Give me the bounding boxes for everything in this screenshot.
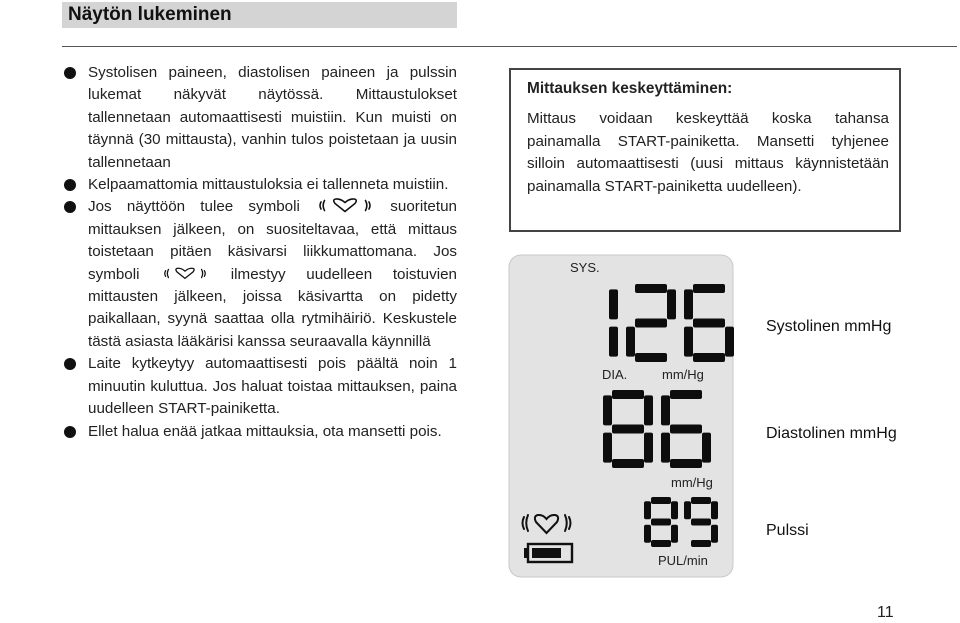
lcd-segment bbox=[711, 501, 718, 519]
lcd-segment bbox=[711, 525, 718, 543]
lcd-segment bbox=[635, 319, 667, 328]
list-item: Ellet halua enää jatkaa mittauksia, ota mansetti pois. bbox=[64, 421, 457, 443]
list-item: Jos näyttöön tulee symboli suoritetun mittauksen jälkeen, on suositeltavaa, että mittaus toistetaan pitäen käsivarsi liikkumattomana. Jos symboli ilmestyy uudelleen toistuvien mittausten jälkeen, joissa käsivartta on pidetty paikallaan, syynä saattaa olla rytmihäiriö. Keskustele tästä asiasta lääkärisi kanssa seuraavalla käynnillä bbox=[64, 196, 457, 353]
pulse-unit-label: PUL/min bbox=[658, 553, 708, 568]
dia-label: DIA. bbox=[602, 367, 628, 382]
lcd-segment bbox=[644, 501, 651, 519]
lcd-segment bbox=[667, 289, 676, 319]
lcd-panel bbox=[508, 254, 734, 578]
header-rule bbox=[62, 46, 957, 47]
lcd-segment bbox=[693, 319, 725, 328]
lcd-segment bbox=[670, 459, 702, 468]
lcd-segment bbox=[609, 327, 618, 357]
lcd-segment bbox=[612, 390, 644, 399]
list-item: Systolisen paineen, diastolisen paineen ja pulssin lukemat näkyvät näytössä. Mittaustulokset tallennetaan automaattisesti muistiin. Kun muisti on täynnä (30 mittausta), vanhin tulos poistetaan ja uusin tallennetaan bbox=[64, 62, 457, 174]
lcd-segment bbox=[651, 497, 671, 504]
bullet-list bbox=[64, 62, 457, 443]
callout-diastolic: Diastolinen mmHg bbox=[766, 425, 897, 442]
lcd-segment bbox=[671, 525, 678, 543]
lcd-segment bbox=[684, 501, 691, 519]
lcd-segment bbox=[603, 433, 612, 463]
mmhg-label-top: mm/Hg bbox=[662, 367, 704, 382]
lcd-segment bbox=[651, 540, 671, 547]
bullet-dot-icon bbox=[64, 426, 76, 438]
lcd-segment bbox=[644, 433, 653, 463]
lcd-segment bbox=[670, 390, 702, 399]
page-number: 11 bbox=[877, 604, 894, 621]
lcd-segment bbox=[684, 289, 693, 319]
callout-systolic: Systolinen mmHg bbox=[766, 318, 892, 335]
lcd-segment bbox=[612, 459, 644, 468]
callout-pulse: Pulssi bbox=[766, 522, 809, 539]
sys-label: SYS. bbox=[570, 260, 600, 275]
bullet-dot-icon bbox=[64, 179, 76, 191]
list-item: Laite kytkeytyy automaattisesti pois päältä noin 1 minuutin kuluttua. Jos haluat toistaa mittauksen, paina uudelleen START-painiketta. bbox=[64, 353, 457, 420]
lcd-segment bbox=[635, 284, 667, 293]
mmhg-label-bottom: mm/Hg bbox=[671, 475, 713, 490]
lcd-segment bbox=[635, 353, 667, 362]
lcd-segment bbox=[644, 525, 651, 543]
lcd-display bbox=[508, 254, 734, 578]
lcd-segment bbox=[671, 501, 678, 519]
list-item: Kelpaamattomia mittaustuloksia ei tallenneta muistiin. bbox=[64, 174, 457, 196]
lcd-segment bbox=[691, 519, 711, 526]
interrupt-box-title: Mittauksen keskeyttäminen: bbox=[527, 80, 733, 97]
lcd-segment bbox=[691, 540, 711, 547]
lcd-segment bbox=[693, 353, 725, 362]
lcd-segment bbox=[603, 395, 612, 425]
lcd-segment bbox=[693, 284, 725, 293]
bullet-dot-icon bbox=[64, 358, 76, 370]
bullet-dot-icon bbox=[64, 201, 76, 213]
irregular-heartbeat-icon bbox=[164, 266, 206, 281]
lcd-segment bbox=[691, 497, 711, 504]
lcd-segment bbox=[670, 425, 702, 434]
interrupt-info-box bbox=[509, 68, 901, 232]
interrupt-box-text: Mittaus voidaan keskeyttää koska tahansa painamalla START-painiketta. Mansetti tyhjenee silloin automaattisesti (uusi mittaus käynnistetään painamalla START-painiketta uudelleen). bbox=[527, 110, 889, 195]
lcd-segment bbox=[661, 433, 670, 463]
lcd-segment bbox=[684, 327, 693, 357]
lcd-segment bbox=[612, 425, 644, 434]
lcd-segment bbox=[644, 395, 653, 425]
lcd-segment bbox=[661, 395, 670, 425]
lcd-segment bbox=[702, 433, 711, 463]
lcd-segment bbox=[651, 519, 671, 526]
bullet-dot-icon bbox=[64, 67, 76, 79]
lcd-segment bbox=[609, 289, 618, 319]
lcd-segment bbox=[626, 327, 635, 357]
lcd-segment bbox=[725, 327, 734, 357]
page-title: Näytön lukeminen bbox=[68, 4, 232, 25]
irregular-heartbeat-icon bbox=[319, 198, 371, 213]
